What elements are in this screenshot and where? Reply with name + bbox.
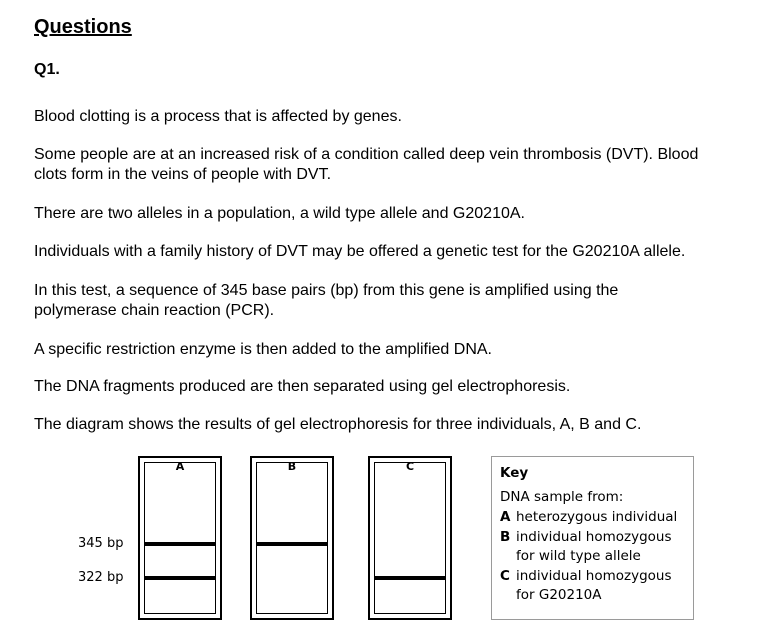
paragraph-2: Some people are at an increased risk of a condition called deep vein thrombosis (DVT). Blood clots form in the veins of people with DVT. — [34, 146, 699, 183]
gel-band-b-345 — [256, 542, 328, 546]
key-desc: individual homozygous for G20210A — [516, 568, 672, 603]
gel-band-a-345 — [144, 542, 216, 546]
key-item-b — [500, 528, 685, 566]
paragraph-8: The diagram shows the results of gel electrophoresis for three individuals, A, B and C. — [34, 416, 642, 433]
lane-label-b: B — [287, 460, 297, 473]
gel-band-a-322 — [144, 576, 216, 580]
key-box — [491, 456, 694, 620]
gel-lane-c — [368, 456, 452, 620]
paragraph-5: In this test, a sequence of 345 base pairs (bp) from this gene is amplified using the polymerase chain reaction (PCR). — [34, 282, 619, 319]
paragraph-6: A specific restriction enzyme is then added to the amplified DNA. — [34, 341, 492, 358]
lane-label-c: C — [405, 460, 415, 473]
lane-label-a: A — [175, 460, 185, 473]
bp-label-322: 322 bp — [78, 570, 124, 585]
key-intro: DNA sample from: — [500, 489, 624, 505]
key-desc: heterozygous individual — [516, 509, 678, 525]
gel-band-c-322 — [374, 576, 446, 580]
key-desc: individual homozygous for wild type allele — [516, 529, 672, 564]
paragraph-4: Individuals with a family history of DVT may be offered a genetic test for the G20210A allele. — [34, 243, 686, 260]
gel-lane-a — [138, 456, 222, 620]
paragraph-3: There are two alleles in a population, a wild type allele and G20210A. — [34, 205, 525, 222]
gel-lane-b — [250, 456, 334, 620]
key-title: Key — [500, 465, 529, 481]
key-letter: B — [500, 529, 511, 545]
key-item-c — [500, 567, 685, 605]
paragraph-7: The DNA fragments produced are then separated using gel electrophoresis. — [34, 378, 571, 395]
key-letter: C — [500, 568, 510, 584]
key-item-a — [500, 508, 685, 527]
key-letter: A — [500, 509, 511, 525]
paragraph-1: Blood clotting is a process that is affected by genes. — [34, 108, 402, 125]
questions-heading: Questions — [34, 16, 132, 38]
bp-label-345: 345 bp — [78, 536, 124, 551]
question-number: Q1. — [34, 61, 60, 78]
